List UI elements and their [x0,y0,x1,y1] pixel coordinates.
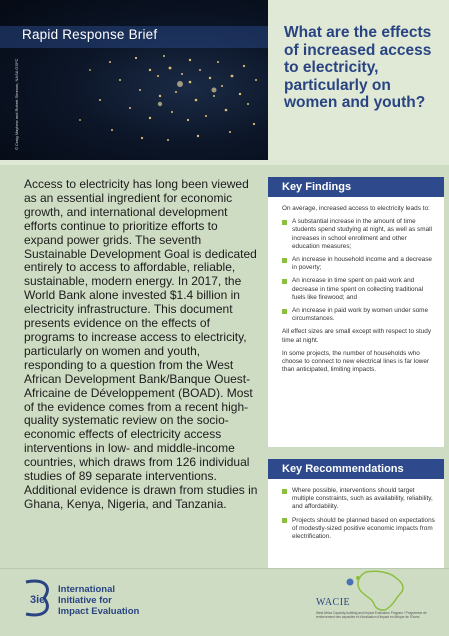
photo-credit: © Craig Mayhew and Robert Simmon, NASA GSFC [14,58,19,150]
key-recommendations-list [282,487,436,541]
wacie-name: WACIE [316,597,351,608]
key-findings-heading: Key Findings [268,177,444,197]
finding-item: A substantial increase in the amount of time students spend studying at night, as well as small increases in school enrollment and other education measures; [282,218,436,251]
finding-item: An increase in time spent on paid work and decrease in time spent on collecting traditional fuels like firewood; and [282,277,436,302]
key-recommendations-panel [268,459,444,569]
bullet-square [282,279,287,284]
3ie-logo-text: 3ie [30,594,46,606]
key-recommendations-heading: Key Recommendations [268,459,444,479]
bullet-square [282,258,287,263]
3ie-logo [22,578,54,623]
page-title: What are the effects of increased access to electricity, particularly on women and youth? [284,24,432,111]
recommendation-item: Projects should be planned based on expectations of modestly-sized positive economic impacts from electrification. [282,517,436,542]
bullet-square [282,489,287,494]
finding-item: An increase in paid work by women under some circumstances. [282,307,436,323]
key-findings-note: All effect sizes are small except with respect to study time at night. [282,328,432,344]
key-findings-panel [268,177,444,447]
brief-label: Rapid Response Brief [22,27,158,42]
night-lights-photo [0,0,268,160]
org-name: International Initiative for Impact Evaluation [58,584,140,617]
body-paragraph: Access to electricity has long been viewed as an essential ingredient for economic growth, and international development efforts continue to prioritize efforts to expand power grids. The seventh Sustainable Development Goal is dedicated entirely to access to affordable, reliable, sustainable, modern energy. In 2017, the World Bank alone invested $1.4 billion in electricity infrastructure. This document presents evidence on the effects of programs to increase access to electricity, particularly on women and youth, responding to a question from the West African Development Bank/Banque Ouest-Africaine de Développement (BOAD). Most of the evidence comes from a recent high-quality systematic review on the socio-economic effects of electricity access interventions in low- and middle-income countries, which draws from 126 individual studies of 89 separate interventions. Additional evidence is drawn from studies in Ghana, Kenya, Nigeria, and Tanzania. [24,177,258,511]
bullet-square [282,309,287,314]
recommendation-item: Where possible, interventions should target multiple constraints, such as availability, reliability, and affordability. [282,487,436,512]
footer-divider [0,568,449,569]
bullet-square [282,220,287,225]
finding-item: An increase in household income and a decrease in poverty; [282,256,436,272]
wacie-tagline: West Africa Capacity-building and Impact Evaluation Program / Programme de renforcement des capacités et d'évaluation d'impact en Afrique de l'Ouest [316,611,427,619]
key-findings-note: In some projects, the number of households who choose to connect to new electrical lines is far lower than anticipated, limiting impacts. [282,349,430,374]
city-lights-graphic [0,0,268,160]
key-findings-list [282,218,436,323]
key-findings-intro: On average, increased access to electricity leads to: [282,205,430,212]
bullet-square [282,518,287,523]
